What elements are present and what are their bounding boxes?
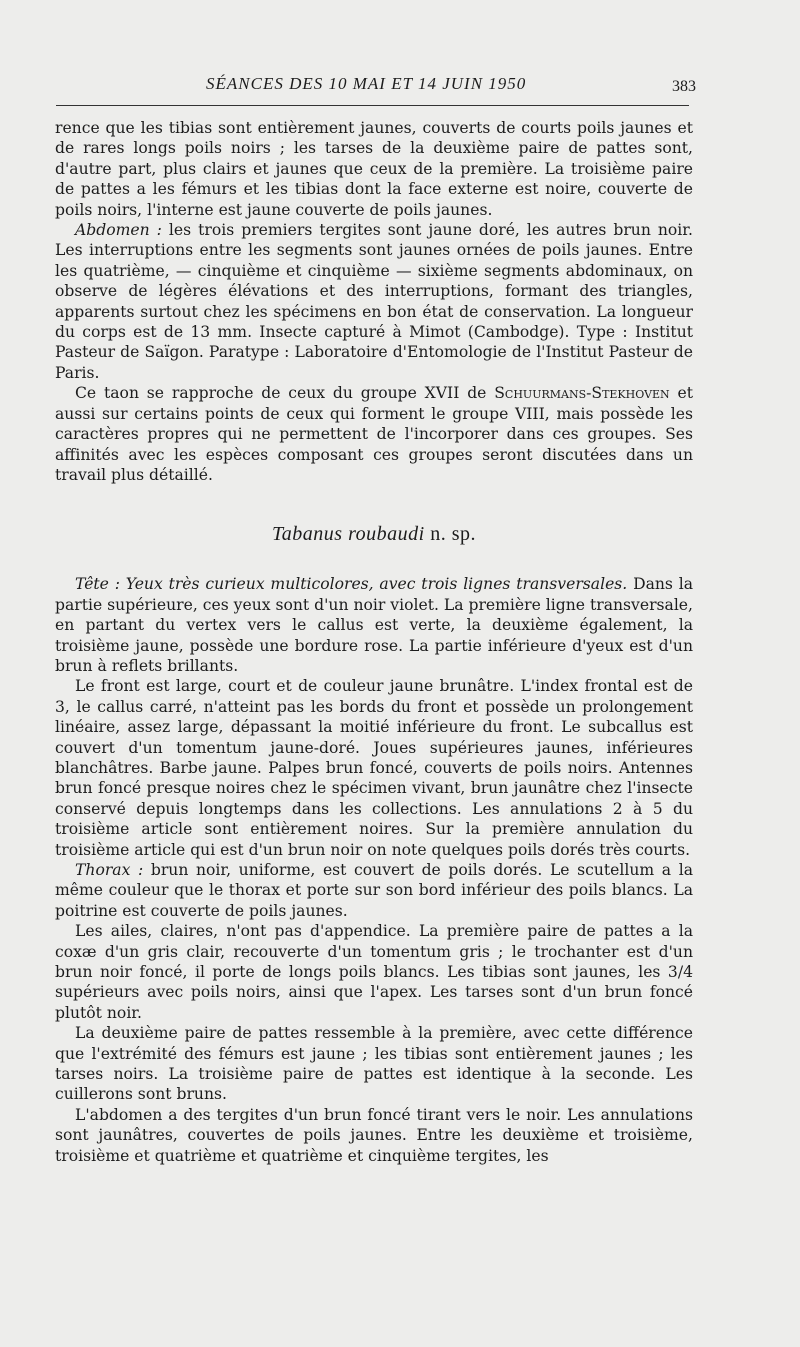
author-name: Schuurmans-Stekhoven <box>494 384 670 403</box>
page-header <box>56 74 696 102</box>
paragraph-front: Le front est large, court et de couleur jaune brunâtre. L'index frontal est de 3, le callus carré, n'atteint pas les bords du front et possède un prolongement linéaire, assez large, dépassant la moitié inférieure du front. Le subcallus est couvert d'un tomentum jaune-doré. Joues supérieures jaunes, inférieures blanchâtres. Barbe jaune. Palpes brun foncé, couverts de poils noirs. Antennes brun foncé presque noires chez le spécimen vivant, brun jaunâtre chez l'insecte conservé depuis longtemps dans les collections. Les annulations 2 à 5 du troisième article sont entièrement noires. Sur la première annulation du troisième article qui est d'un brun noir on note quelques poils dorés très courts. <box>55 677 693 859</box>
paragraph-legs-continuation: rence que les tibias sont entièrement jaunes, couverts de courts poils jaunes et de rares longs poils noirs ; les tarses de la deuxième paire de pattes sont, d'autre part, plus clairs et jaunes que ceux de la première. La troisième paire de pattes a les fémurs et les tibias dont la face externe est noire, couverte de poils noirs, l'interne est jaune couverte de poils jaunes. <box>55 119 693 219</box>
page-number: 383 <box>672 78 696 95</box>
running-head: SÉANCES DES 10 MAI ET 14 JUIN 1950 <box>206 74 527 93</box>
thorax-label: Thorax : <box>75 861 144 879</box>
header-rule <box>56 105 689 106</box>
affinities-text-before: Ce taon se rapproche de ceux du groupe XVII de <box>75 384 495 403</box>
paragraph-second-legs: La deuxième paire de pattes ressemble à la première, avec cette différence que l'extrémité des fémurs est jaune ; les tibias sont entièrement jaunes ; les tarses noirs. La troisième paire de pattes est identique à la seconde. Les cuillerons sont bruns. <box>55 1024 693 1104</box>
paragraph-abdomen-tergites: L'abdomen a des tergites d'un brun foncé tirant vers le noir. Les annulations sont jaunâtres, couvertes de poils jaunes. Entre les deuxième et troisième, troisième et quatrième et quatrième et cinquième tergites, les <box>55 1105 693 1165</box>
abdomen-label: Abdomen : <box>75 221 162 240</box>
species-title <box>55 523 693 546</box>
abdomen-text: les trois premiers tergites sont jaune doré, les autres brun noir. Les interruptions entre les segments sont jaunes ornées de poils jaunes. Entre les quatrième, — cinquième et cinquième — sixième segments abdominaux, on observe de légères élévations et des interruptions, formant des triangles, apparents surtout chez les spécimens en bon état de conservation. La longueur du corps est de 13 mm. Insecte capturé à Mimot (Cambodge). Type : Institut Pasteur de Saïgon. Paratype : Laboratoire d'Entomologie de l'Institut Pasteur de Paris. <box>55 221 693 382</box>
page-body <box>55 118 693 1166</box>
thorax-text: brun noir, uniforme, est couvert de poils dorés. Le scutellum a la même couleur que le thorax et porte sur son bord inférieur des poils blancs. La poitrine est couverte de poils jaunes. <box>55 861 693 920</box>
species-suffix: n. sp. <box>424 523 476 546</box>
paragraph-head <box>55 574 693 676</box>
head-text: Dans la partie supérieure, ces yeux sont d'un noir violet. La première ligne transversale, en partant du vertex vers le callus est verte, la deuxième également, la troisième jaune, possède une bordure rose. La partie inférieure d'yeux est d'un brun à reflets brillants. <box>55 575 693 675</box>
paragraph-abdomen <box>55 220 693 383</box>
species-name: Tabanus roubaudi <box>272 523 425 546</box>
head-label: Tête : Yeux très curieux multicolores, avec trois lignes transversales. <box>75 575 628 594</box>
paragraph-thorax <box>55 860 693 921</box>
affinities-text-after: et aussi sur certains points de ceux qui forment le groupe VIII, mais possède les caractères propres qui ne permettent de l'incorporer dans ces groupes. Ses affinités avec les espèces composant ces groupes seront discutées dans un travail plus détaillé. <box>55 384 693 484</box>
paragraph-wings: Les ailes, claires, n'ont pas d'appendice. La première paire de pattes a la coxæ d'un gris clair, recouverte d'un tomentum gris ; le trochanter est d'un brun noir foncé, il porte de longs poils blancs. Les tibias sont jaunes, les 3/4 supérieurs avec poils noirs, ainsi que l'apex. Les tarses sont d'un brun foncé plutôt noir. <box>55 922 693 1022</box>
paragraph-affinities <box>55 383 693 485</box>
